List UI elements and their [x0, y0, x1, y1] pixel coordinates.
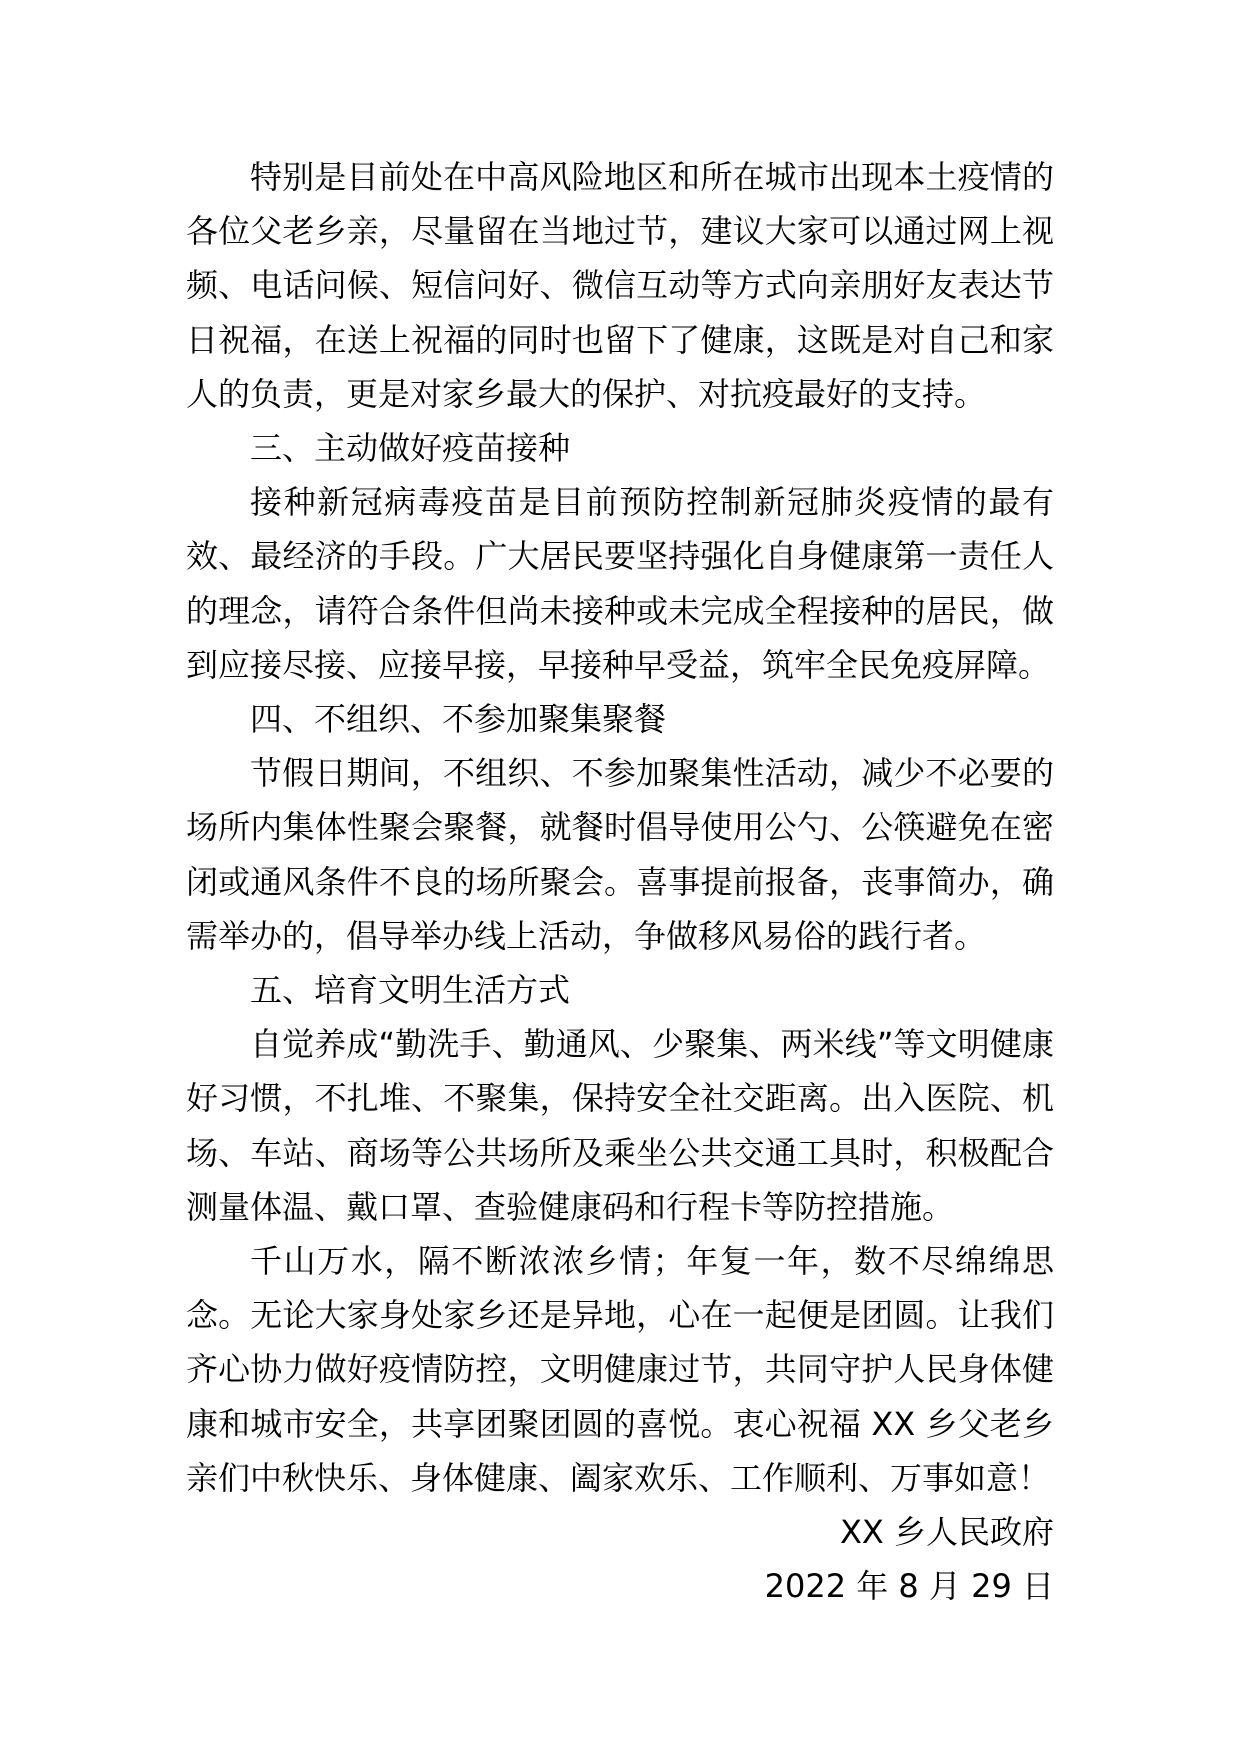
paragraph-closing-wishes: 千山万水，隔不断浓浓乡情；年复一年，数不尽绵绵思念。无论大家身处家乡还是异地，心在一起便是团圆。让我们齐心协力做好疫情防控，文明健康过节，共同守护人民身体健康和城市安全，共享团聚团圆的喜悦。衷心祝福 XX 乡父老乡亲们中秋快乐、身体健康、阖家欢乐、工作顺利、万事如意！ — [186, 1242, 1054, 1497]
paragraph-civilized-lifestyle: 自觉养成“勤洗手、勤通风、少聚集、两米线”等文明健康好习惯，不扎堆、不聚集，保持安全社交距离。出入医院、机场、车站、商场等公共场所及乘坐公共交通工具时，积极配合测量体温、戴口罩、查验健康码和行程卡等防控措施。 — [186, 1025, 1054, 1226]
signature-date: 2022 年 8 月 29 日 — [764, 1567, 1054, 1606]
heading-vaccination: 三、主动做好疫苗接种 — [250, 429, 571, 468]
paragraph-no-gatherings: 节假日期间，不组织、不参加聚集性活动，减少不必要的场所内集体性聚会聚餐，就餐时倡导使用公勺、公筷避免在密闭或通风条件不良的场所聚会。喜事提前报备，丧事简办，确需举办的，倡导举办线上活动，争做移风易俗的践行者。 — [186, 754, 1054, 955]
signature-organization: XX 乡人民政府 — [839, 1513, 1054, 1552]
heading-no-gatherings: 四、不组织、不参加聚集聚餐 — [250, 700, 667, 739]
document-page — [186, 150, 1054, 1613]
heading-civilized-lifestyle: 五、培育文明生活方式 — [250, 971, 571, 1010]
paragraph-vaccination: 接种新冠病毒疫苗是目前预防控制新冠肺炎疫情的最有效、最经济的手段。广大居民要坚持强化自身健康第一责任人的理念，请符合条件但尚未接种或未完成全程接种的居民，做到应接尽接、应接早接，早接种早受益，筑牢全民免疫屏障。 — [186, 483, 1054, 684]
paragraph-stay-local: 特别是目前处在中高风险地区和所在城市出现本土疫情的各位父老乡亲，尽量留在当地过节，建议大家可以通过网上视频、电话问候、短信问好、微信互动等方式向亲朋好友表达节日祝福，在送上祝福的同时也留下了健康，这既是对自己和家人的负责，更是对家乡最大的保护、对抗疫最好的支持。 — [186, 158, 1054, 413]
